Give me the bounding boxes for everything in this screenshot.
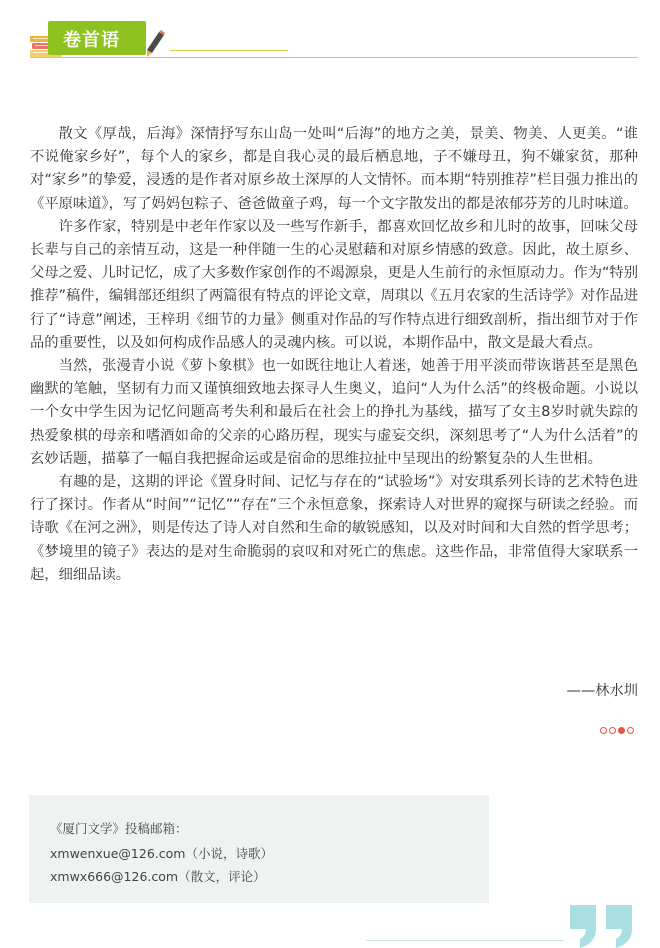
submission-info-box (29, 795, 489, 903)
column-header (0, 0, 660, 80)
pager-dot (600, 727, 607, 734)
author-signature: ——林水圳 (566, 683, 638, 699)
submission-email-prose: xmwx666@126.com（散文，评论） (50, 869, 266, 884)
pager-dot (609, 727, 616, 734)
header-rule-short (170, 50, 288, 51)
article-paragraph: 有趣的是，这期的评论《置身时间、记忆与存在的“试验场”》对安琪系列长诗的艺术特色进行了探讨。作者从“时间”“记忆”“存在”三个永恒意象，探索诗人对世界的窥探与研读之经验。而诗歌《在河之洲》，则是传达了诗人对自然和生命的敏锐感知，以及对时间和大自然的哲学思考；《梦境里的镜子》表达的是对生命脆弱的哀叹和对死亡的焦虑。这些作品，非常值得大家联系一起，细细品读。 (30, 474, 638, 583)
footer-rule (366, 940, 564, 941)
pager-dot (627, 727, 634, 734)
article-paragraph: 许多作家，特别是中老年作家以及一些写作新手，都喜欢回忆故乡和儿时的故事，回味父母长辈与自己的亲情互动，这是一种伴随一生的心灵慰藉和对原乡情感的致意。因此，故土原乡、父母之爱、儿时记忆，成了大多数作家创作的不竭源泉，更是人生前行的永恒原动力。作为“特别推荐”稿件，编辑部还组织了两篇很有特点的评论文章，周琪以《五月农家的生活诗学》对作品进行了“诗意”阐述，王梓玥《细节的力量》侧重对作品的写作特点进行细致剖析，指出细节对于作品的重要性，以及如何构成作品感人的灵魂内核。可以说，本期作品中，散文是最大看点。 (30, 218, 638, 351)
editorial-article (30, 123, 638, 587)
quote-mark-icon (566, 899, 638, 948)
article-paragraph: 当然，张漫青小说《萝卜象棋》也一如既往地让人着迷，她善于用平淡而带诙谐甚至是黑色幽默的笔触，坚韧有力而又谨慎细致地去探寻人生奥义，追问“人为什么活”的终极命题。小说以一个女中学生因为记忆问题高考失利和最后在社会上的挣扎为基线，描写了女主8岁时就失踪的热爱象棋的母亲和嗜酒如命的父亲的心路历程，现实与虚妄交织，深刻思考了“人为什么活着”的玄妙话题，描摹了一幅自我把握命运或是宿命的思维拉扯中呈现出的纷繁复杂的人生世相。 (30, 358, 638, 467)
pager-dot (618, 727, 625, 734)
pager-dots (600, 727, 640, 737)
pencil-icon (144, 30, 166, 58)
submission-heading: 《厦门文学》投稿邮箱： (50, 821, 188, 836)
submission-email-fiction: xmwenxue@126.com（小说，诗歌） (50, 846, 273, 861)
column-title: 卷首语 (63, 30, 120, 51)
article-paragraph: 散文《厚哉，后海》深情抒写东山岛一处叫“后海”的地方之美，景美、物美、人更美。“谁不说俺家乡好”，每个人的家乡，都是自我心灵的最后栖息地，子不嫌母丑，狗不嫌家贫，那种对“家乡”的挚爱，浸透的是作者对原乡故土深厚的人文情怀。而本期“特别推荐”栏目强力推出的《平原味道》，写了妈妈包粽子、爸爸做童子鸡，每一个文字散发出的都是浓郁芬芳的儿时味道。 (30, 126, 638, 212)
header-rule (30, 57, 638, 58)
